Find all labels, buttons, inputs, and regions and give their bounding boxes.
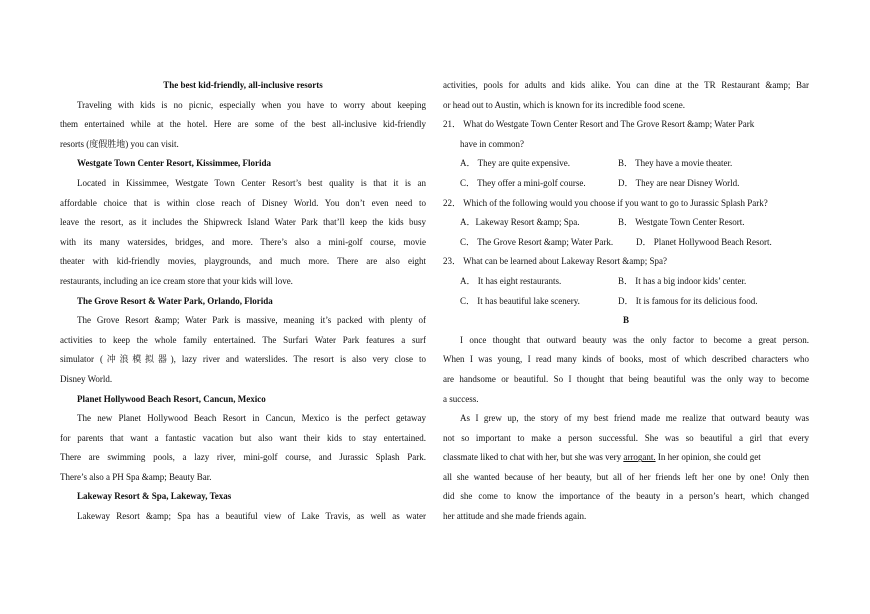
paragraph-line: There’s also a PH Spa &amp; Beauty Bar. [60, 471, 212, 482]
question-22-options-row [443, 213, 809, 233]
paragraph-line: affordable choice that is within close reach of Disney World. You don’t even need to [60, 197, 426, 208]
paragraph-line: theater with kid-friendly movies, playgrounds, and much more. There are also eight [60, 256, 426, 267]
paragraph-line: or head out to Austin, which is known for its incredible food scene. [443, 99, 685, 110]
resort-heading: The Grove Resort & Water Park, Orlando, Florida [77, 295, 273, 306]
paragraph-line-mixed [443, 448, 809, 468]
option-b[interactable]: B． It has a big indoor kids’ center. [618, 275, 747, 286]
option-a[interactable]: A．Lakeway Resort &amp; Spa. [460, 217, 580, 228]
question-21-stem-cont: have in common? [460, 138, 524, 149]
paragraph-line: Lakeway Resort &amp; Spa has a beautiful view of Lake Travis, as well as water [77, 511, 426, 522]
question-23-stem: 23． What can be learned about Lakeway Resort &amp; Spa? [443, 256, 668, 267]
paragraph-line: restaurants, including an ice cream store that your kids will love. [60, 275, 293, 286]
question-23-options-row [443, 272, 809, 292]
paragraph-line: Disney World. [60, 373, 113, 384]
option-d[interactable]: D． It is famous for its delicious food. [618, 295, 758, 306]
intro-line: them entertained while at the hotel. Here are some of the best all-inclusive kid-friendly [60, 119, 426, 130]
question-23-options-row [443, 292, 809, 312]
paragraph-line: As I grew up, the story of my best friend made me realize that outward beauty was [460, 413, 809, 424]
resort-heading: Westgate Town Center Resort, Kissimmee, Florida [77, 158, 272, 169]
text-segment: In her opinion, she could get [655, 452, 761, 463]
paragraph-line: did she come to know the importance of the beauty in a person’s heart, which changed [443, 491, 809, 502]
option-a[interactable]: A． It has eight restaurants. [460, 275, 562, 286]
paragraph-line: are handsome or beautiful. So I thought that being beautiful was the only way to become [443, 373, 809, 384]
option-c[interactable]: C． The Grove Resort &amp; Water Park. [460, 236, 614, 247]
intro-line: resorts (度假胜地) you can visit. [60, 138, 179, 149]
paragraph-line: The Grove Resort &amp; Water Park is massive, meaning it’s packed with plenty of [77, 315, 426, 326]
paragraph-line: activities to keep the whole family entertained. The Surfari Water Park features a surf [60, 334, 426, 345]
paragraph-line: simulator (冲浪模拟器), lazy river and waterslides. The resort is also very close to [60, 354, 426, 365]
intro-line: Traveling with kids is no picnic, especially when you have to worry about keeping [77, 99, 426, 110]
paragraph-line: Located in Kissimmee, Westgate Town Center Resort’s best quality is that it is an [77, 177, 426, 188]
underlined-word: arrogant. [623, 452, 656, 463]
question-21-stem: 21． What do Westgate Town Center Resort and The Grove Resort &amp; Water Park [443, 119, 755, 130]
paragraph-line: activities, pools for adults and kids alike. You can dine at the TR Restaurant &amp; Bar [443, 80, 809, 90]
paragraph-line: leave the resort, as it includes the Shipwreck Island Water Park that’ll keep the kids busy [60, 217, 426, 228]
paragraph-line: There are swimming pools, a lazy river, mini-golf course, and Jurassic Splash Park. [60, 452, 426, 463]
option-d[interactable]: D． They are near Disney World. [618, 177, 740, 188]
left-column [60, 76, 426, 527]
option-a[interactable]: A． They are quite expensive. [460, 158, 571, 169]
paragraph-line: for parents that want a fantastic vacation but also want their kids to stay entertained. [60, 432, 426, 443]
paragraph-line: all she wanted because of her beauty, but all of her friends left her one by one! Only then [443, 471, 809, 482]
question-22-options-row [443, 233, 809, 253]
option-b[interactable]: B． They have a movie theater. [618, 158, 733, 169]
paragraph-line: not so important to make a person successful. She was so beautiful a girl that every [443, 432, 809, 443]
paragraph-line: The new Planet Hollywood Beach Resort in Cancun, Mexico is the perfect getaway [77, 413, 426, 424]
paragraph-line: with its many watersides, bridges, and more. There’s also a mini-golf course, movie [60, 236, 426, 247]
text-segment: classmate liked to chat with her, but she was very [443, 452, 622, 463]
paragraph-line: I once thought that outward beauty was the only factor to become a great person. [460, 334, 809, 345]
section-heading: B [622, 315, 629, 326]
resort-heading: Lakeway Resort & Spa, Lakeway, Texas [77, 491, 232, 502]
option-d[interactable]: D． Planet Hollywood Beach Resort. [636, 236, 772, 247]
right-column [443, 76, 809, 527]
question-21-options-row [443, 154, 809, 174]
paragraph-line: When I was young, I read many kinds of books, most of which described characters who [443, 354, 809, 365]
article-title: The best kid-friendly, all-inclusive resorts [163, 80, 323, 90]
option-c[interactable]: C． They offer a mini-golf course. [460, 177, 586, 188]
paragraph-line: her attitude and she made friends again. [443, 511, 587, 522]
option-b[interactable]: B． Westgate Town Center Resort. [618, 217, 745, 228]
resort-heading: Planet Hollywood Beach Resort, Cancun, Mexico [77, 393, 266, 404]
option-c[interactable]: C． It has beautiful lake scenery. [460, 295, 580, 306]
question-22-stem: 22． Which of the following would you choose if you want to go to Jurassic Splash Park? [443, 197, 768, 208]
paragraph-line: a success. [443, 393, 479, 404]
question-21-options-row [443, 174, 809, 194]
